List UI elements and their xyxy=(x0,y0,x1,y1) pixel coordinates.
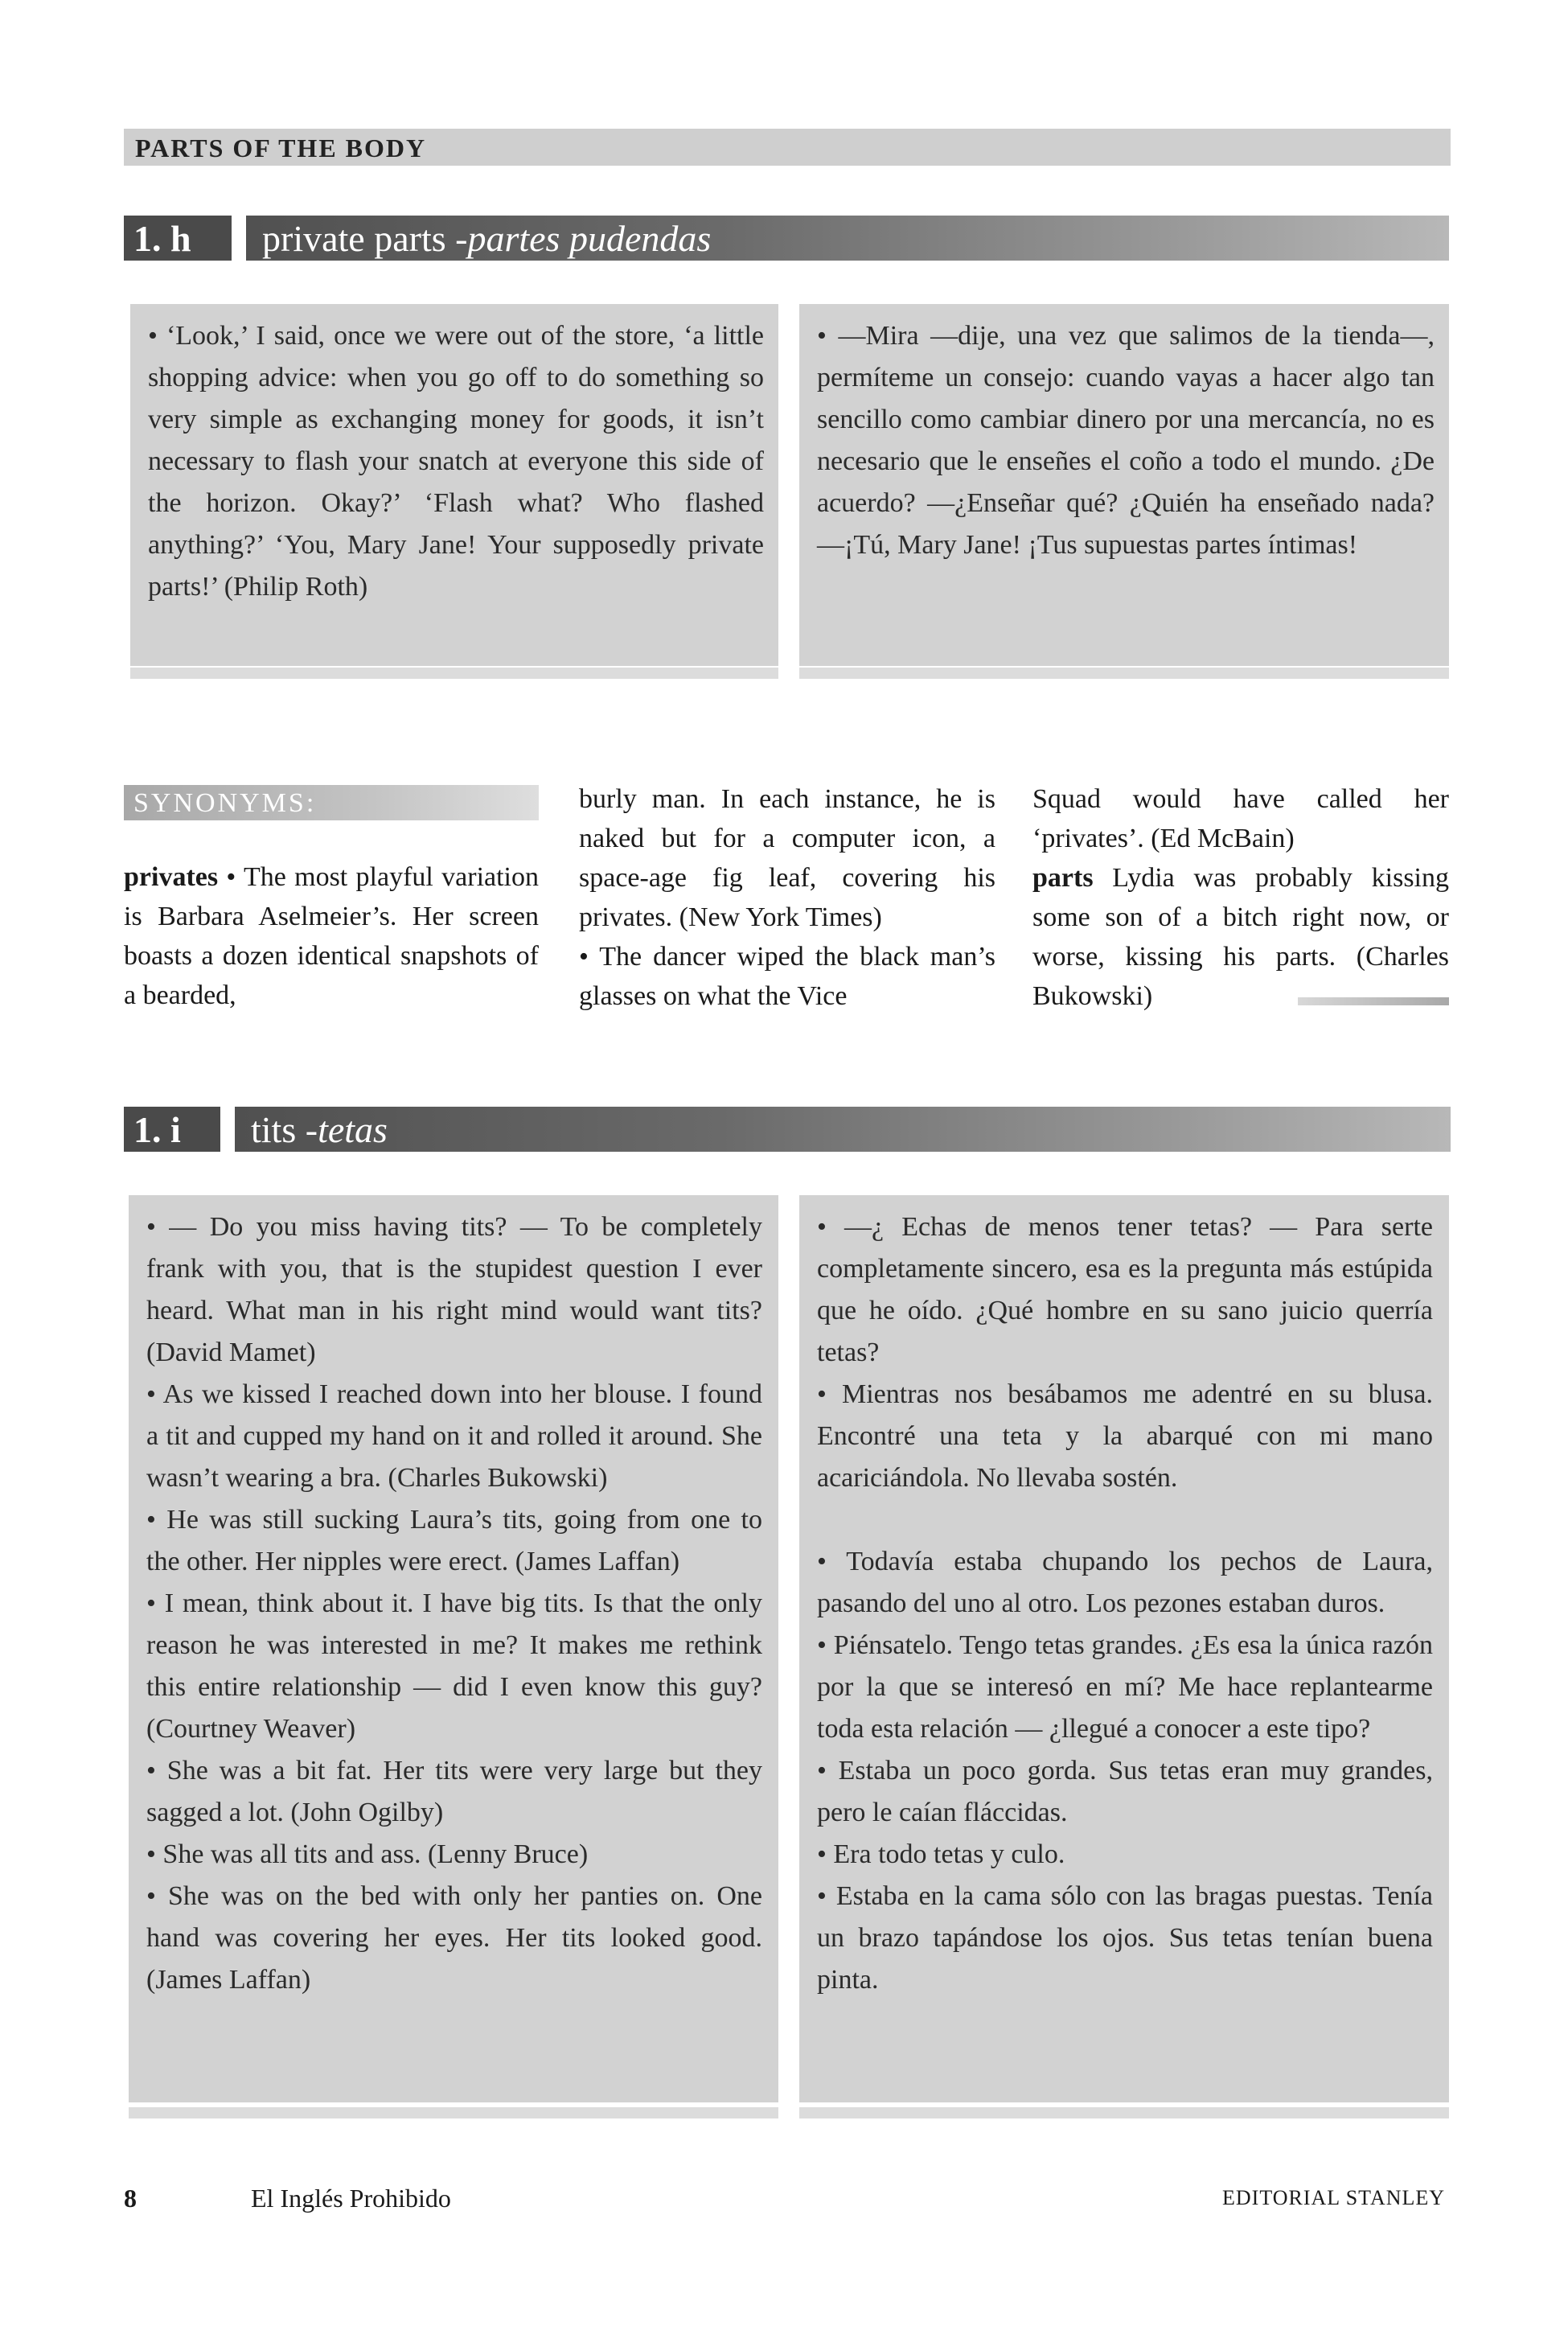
section-i-examples-en xyxy=(129,1195,778,2102)
section-h-number: 1. h xyxy=(124,216,232,261)
running-header: PARTS OF THE BODY xyxy=(124,129,1451,166)
example-text: • Todavía estaba chupando los pechos de Laura, pasando del uno al otro. Los pezones estaban duros. xyxy=(817,1547,1433,1618)
example-text: • Estaba en la cama sólo con las bragas puestas. Tenía un brazo tapándose los ojos. Sus tetas tenían buena pinta. xyxy=(817,1881,1433,1995)
page-number: 8 xyxy=(124,2184,137,2213)
section-h-title-es: -partes pudendas xyxy=(455,218,712,259)
section-i-title xyxy=(251,1107,388,1152)
synonyms-end-bar xyxy=(1298,997,1449,1005)
section-i-examples-es xyxy=(799,1195,1449,2102)
example-text: • Mientras nos besábamos me adentré en su blusa. Encontré una teta y la abarqué con mi mano acariciándola. No llevaba sostén. xyxy=(817,1379,1433,1493)
example-text: • As we kissed I reached down into her blouse. I found a tit and cupped my hand on it and rolled it around. She wasn’t wearing a bra. (Charles Bukowski) xyxy=(146,1379,762,1493)
section-i-title-en: tits xyxy=(251,1109,297,1150)
section-h-title-en: private parts xyxy=(262,218,446,259)
example-text: • —¿ Echas de menos tener tetas? — Para serte completamente sincero, esa es la pregunta más estúpida que he oído. ¿Qué hombre en su sano juicio querría tetas? xyxy=(817,1212,1433,1367)
example-text: • He was still sucking Laura’s tits, going from one to the other. Her nipples were erect. (James Laffan) xyxy=(146,1505,762,1576)
example-text: • Era todo tetas y culo. xyxy=(817,1839,1065,1869)
book-title: El Inglés Prohibido xyxy=(251,2184,451,2213)
section-h-title xyxy=(262,216,711,261)
synonyms-label: SYNONYMS: xyxy=(124,785,539,820)
divider xyxy=(799,2107,1449,2118)
section-h-heading xyxy=(124,216,1449,261)
divider xyxy=(129,2107,778,2118)
divider xyxy=(799,668,1449,679)
example-text: • — Do you miss having tits? — To be completely frank with you, that is the stupidest question I ever heard. What man in his right mind would want tits? (David Mamet) xyxy=(146,1212,762,1367)
section-h-example-en xyxy=(130,304,778,666)
example-text: • She was a bit fat. Her tits were very large but they sagged a lot. (John Ogilby) xyxy=(146,1756,762,1827)
publisher: EDITORIAL STANLEY xyxy=(1222,2186,1446,2209)
example-text: • She was all tits and ass. (Lenny Bruce) xyxy=(146,1839,589,1869)
section-i-heading xyxy=(124,1107,1451,1152)
example-text: • She was on the bed with only her panties on. One hand was covering her eyes. Her tits looked good. (James Laffan) xyxy=(146,1881,762,1995)
synonyms-column-2 xyxy=(579,779,995,1016)
synonym-example: Squad would have called her ‘privates’. (Ed McBain) xyxy=(1032,784,1449,853)
section-i-number: 1. i xyxy=(124,1107,220,1152)
synonyms-column-3 xyxy=(1032,779,1449,1016)
synonym-term: parts xyxy=(1032,863,1094,893)
synonym-example: Lydia was probably kissing some son of a bitch right now, or worse, kissing his parts. (Charles Bukowski) xyxy=(1032,863,1449,1011)
example-text: • I mean, think about it. I have big tits. Is that the only reason he was interested in me? It makes me rethink this entire relationship — did I even know this guy? (Courtney Weaver) xyxy=(146,1588,762,1744)
synonyms-column-1 xyxy=(124,857,539,1015)
example-text: • Piénsatelo. Tengo tetas grandes. ¿Es esa la única razón por la que se interesó en mí? Me hace replantearme toda esta relación — ¿llegué a conocer a este tipo? xyxy=(817,1630,1433,1744)
section-h-example-es xyxy=(799,304,1449,666)
example-text: • ‘Look,’ I said, once we were out of the store, ‘a little shopping advice: when you go off to do something so very simple as exchanging money for goods, it isn’t necessary to flash your snatch at everyone this side of the horizon. Okay?’ ‘Flash what? Who flashed anything?’ ‘You, Mary Jane! Your supposedly private parts!’ (Philip Roth) xyxy=(148,321,764,602)
synonym-example: burly man. In each instance, he is naked but for a computer icon, a space-age fig leaf, covering his privates. (New York Times) xyxy=(579,784,995,932)
example-text: • —Mira —dije, una vez que salimos de la tienda—, permíteme un consejo: cuando vayas a hacer algo tan sencillo como cambiar dinero por una mercancía, no es necesario que le enseñes el coño a todo el mundo. ¿De acuerdo? —¿Enseñar qué? ¿Quién ha enseñado nada? —¡Tú, Mary Jane! ¡Tus supuestas partes íntimas! xyxy=(817,321,1435,560)
synonym-term: privates xyxy=(124,862,219,892)
example-text: • Estaba un poco gorda. Sus tetas eran muy grandes, pero le caían fláccidas. xyxy=(817,1756,1433,1827)
divider xyxy=(130,668,778,679)
section-i-title-es: -tetas xyxy=(305,1109,388,1150)
synonym-example: • The most playful variation is Barbara Aselmeier’s. Her screen boasts a dozen identical snapshots of a bearded, xyxy=(124,862,539,1010)
synonym-example: • The dancer wiped the black man’s glasses on what the Vice xyxy=(579,942,995,1011)
